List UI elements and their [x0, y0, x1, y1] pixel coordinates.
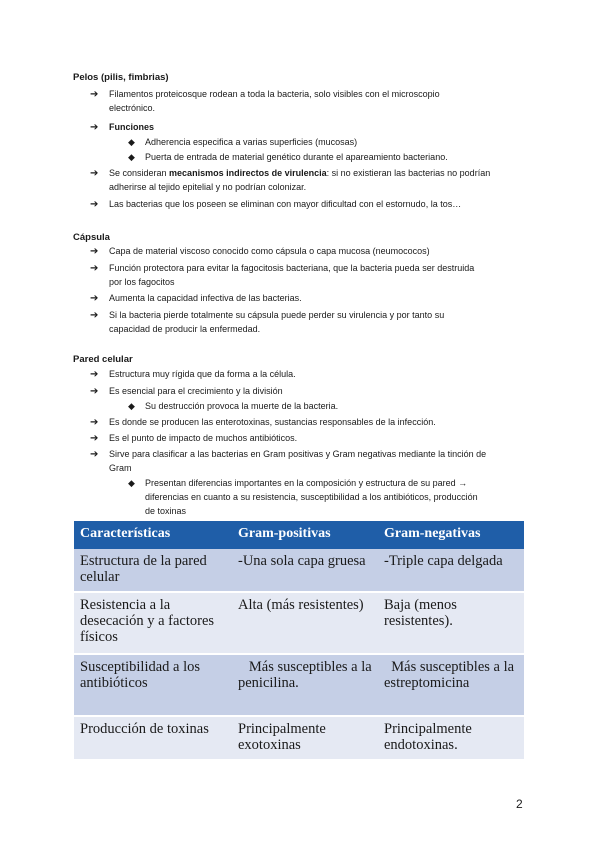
pared-sub-2: Presentan diferencias importantes en la composición y estructura de su pared → diferencias en cuanto a su resistencia, susceptibilidad a los antibióticos, producción de toxinas: [145, 478, 478, 516]
table-cell: Resistencia a la desecación y a factores físicos: [74, 592, 232, 654]
pared-item-5: Sirve para clasificar a las bacterias en Gram positivas y Gram negativas mediante la tinción de Gram: [109, 449, 487, 473]
arrow-bullet-icon: ➔: [90, 263, 99, 274]
table-row: [74, 716, 524, 760]
funciones-label: Funciones: [109, 122, 155, 132]
capsula-item-2: Función protectora para evitar la fagocitosis bacteriana, que la bacteria pueda ser destruida por los fagocitos: [109, 263, 475, 287]
table-header-row: [74, 521, 524, 549]
arrow-bullet-icon: ➔: [90, 122, 99, 133]
pelos-item-4: Las bacterias que los poseen se eliminan con mayor dificultad con el estornudo, la tos…: [109, 199, 462, 209]
arrow-bullet-icon: ➔: [90, 386, 99, 397]
arrow-bullet-icon: ➔: [90, 310, 99, 321]
arrow-bullet-icon: ➔: [90, 433, 99, 444]
funciones-item-1: Adherencia especifica a varias superficies (mucosas): [145, 137, 358, 147]
arrow-bullet-icon: ➔: [90, 168, 99, 179]
capsula-item-1: Capa de material viscoso conocido como cápsula o capa mucosa (neumococos): [109, 246, 430, 256]
table-cell: Baja (menos resistentes).: [378, 592, 524, 654]
table-header-gram-negativas: Gram-negativas: [378, 521, 524, 549]
table-cell: -Una sola capa gruesa: [232, 549, 378, 592]
table-cell: -Triple capa delgada: [378, 549, 524, 592]
pelos-item-3: Se consideran mecanismos indirectos de virulencia: si no existieran las bacterias no podrían adherirse al tejido epitelial y no podrían colonizar.: [109, 168, 491, 192]
pared-item-2: Es esencial para el crecimiento y la división: [109, 386, 283, 396]
arrow-bullet-icon: ➔: [90, 199, 99, 210]
arrow-bullet-icon: ➔: [90, 293, 99, 304]
table-header-caracteristicas: Características: [74, 521, 232, 549]
table-cell: Más susceptibles a la penicilina.: [232, 654, 378, 716]
diamond-bullet-icon: ◆: [128, 152, 135, 162]
diamond-bullet-icon: ◆: [128, 478, 135, 488]
table-cell: Estructura de la pared celular: [74, 549, 232, 592]
page-number: 2: [516, 797, 523, 811]
table-cell: Principalmente endotoxinas.: [378, 716, 524, 760]
gram-comparison-table: [74, 521, 524, 761]
funciones-item-2: Puerta de entrada de material genético durante el apareamiento bacteriano.: [145, 152, 448, 162]
table-cell: Más susceptibles a la estreptomicina: [378, 654, 524, 716]
arrow-bullet-icon: ➔: [90, 369, 99, 380]
arrow-bullet-icon: ➔: [90, 449, 99, 460]
diamond-bullet-icon: ◆: [128, 401, 135, 411]
pared-item-3: Es donde se producen las enterotoxinas, sustancias responsables de la infección.: [109, 417, 436, 427]
table-cell: Alta (más resistentes): [232, 592, 378, 654]
capsula-item-3: Aumenta la capacidad infectiva de las bacterias.: [109, 293, 302, 303]
table-row: [74, 592, 524, 654]
table-cell: Principalmente exotoxinas: [232, 716, 378, 760]
table-header-gram-positivas: Gram-positivas: [232, 521, 378, 549]
pelos-item-1: Filamentos proteicosque rodean a toda la bacteria, solo visibles con el microscopio electrónico.: [109, 89, 440, 113]
table-cell: Susceptibilidad a los antibióticos: [74, 654, 232, 716]
pared-item-1: Estructura muy rígida que da forma a la célula.: [109, 369, 296, 379]
section-heading-pared: Pared celular: [73, 354, 133, 365]
table-row: [74, 549, 524, 592]
arrow-bullet-icon: ➔: [90, 417, 99, 428]
capsula-item-4: Si la bacteria pierde totalmente su cápsula puede perder su virulencia y por tanto su capacidad de producir la enfermedad.: [109, 310, 445, 334]
table-row: [74, 654, 524, 716]
arrow-bullet-icon: ➔: [90, 89, 99, 100]
diamond-bullet-icon: ◆: [128, 137, 135, 147]
arrow-bullet-icon: ➔: [90, 246, 99, 257]
table-cell: Producción de toxinas: [74, 716, 232, 760]
pared-sub-1: Su destrucción provoca la muerte de la bacteria.: [145, 401, 339, 411]
section-heading-capsula: Cápsula: [73, 232, 110, 243]
section-heading-pelos: Pelos (pilis, fimbrias): [73, 72, 169, 83]
pared-item-4: Es el punto de impacto de muchos antibióticos.: [109, 433, 298, 443]
